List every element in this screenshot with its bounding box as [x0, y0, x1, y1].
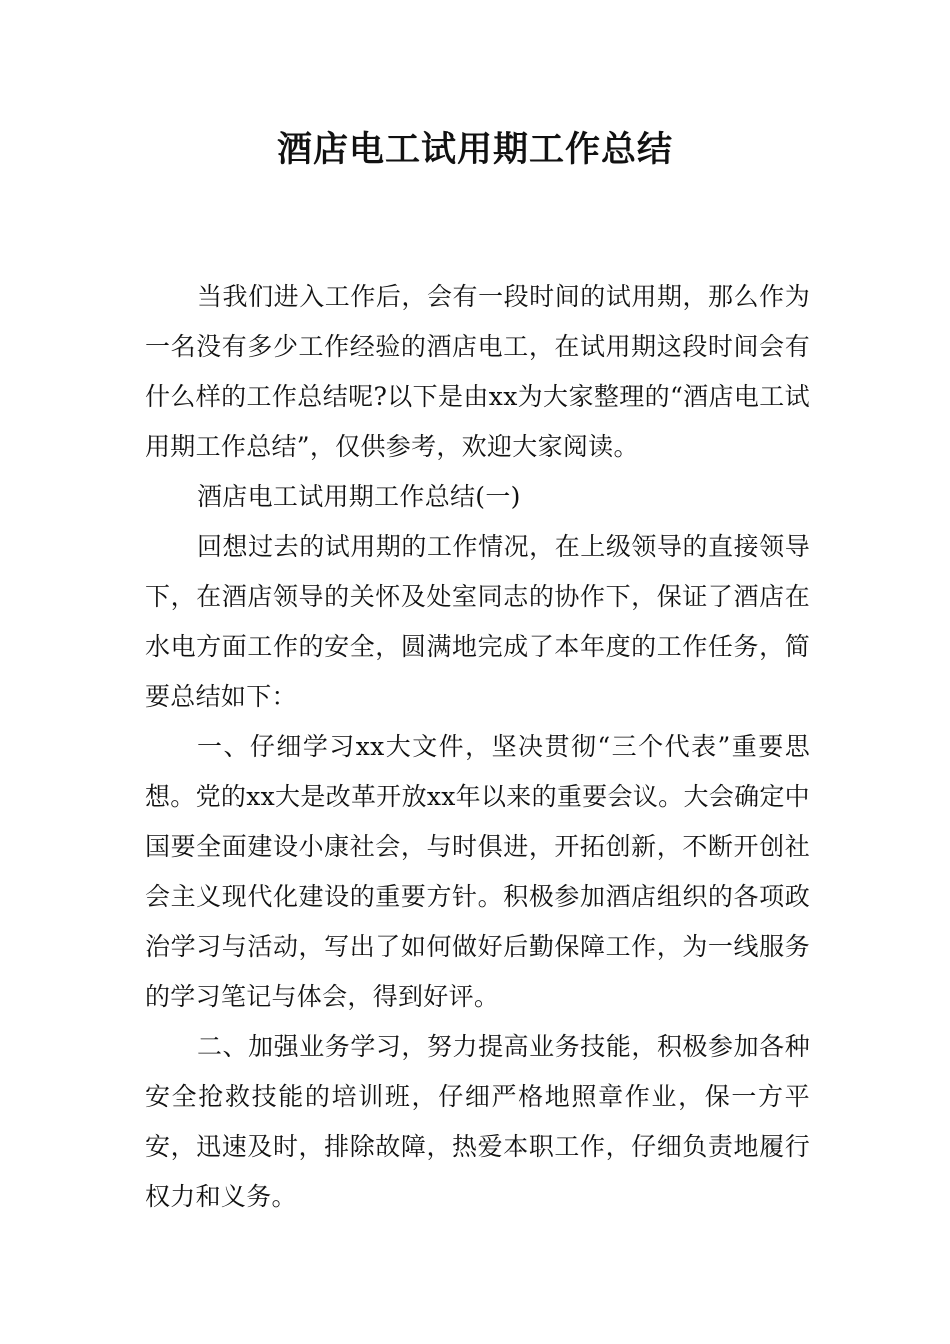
point-two-paragraph: 二、加强业务学习，努力提高业务技能，积极参加各种安全抢救技能的培训班，仔细严格地照章作业，保一方平安，迅速及时，排除故障，热爱本职工作，仔细负责地履行权力和义务。	[145, 1032, 810, 1211]
document-title: 酒店电工试用期工作总结	[276, 130, 673, 170]
point-one-paragraph: 一、仔细学习xx大文件，坚决贯彻“三个代表”重要思想。党的xx大是改革开放xx年以来的重要会议。大会确定中国要全面建设小康社会，与时俱进，开拓创新，不断开创社会主义现代化建设的重要方针。积极参加酒店组织的各项政治学习与活动，写出了如何做好后勤保障工作，为一线服务的学习笔记与体会，得到好评。	[145, 732, 810, 1011]
review-paragraph: 回想过去的试用期的工作情况，在上级领导的直接领导下，在酒店领导的关怀及处室同志的协作下，保证了酒店在水电方面工作的安全，圆满地完成了本年度的工作任务，简要总结如下：	[145, 532, 810, 711]
document-body	[145, 272, 810, 1222]
section-heading: 酒店电工试用期工作总结(一)	[197, 482, 521, 511]
intro-paragraph: 当我们进入工作后，会有一段时间的试用期，那么作为一名没有多少工作经验的酒店电工，在试用期这段时间会有什么样的工作总结呢?以下是由xx为大家整理的“酒店电工试用期工作总结”，仅供参考，欢迎大家阅读。	[145, 282, 810, 461]
